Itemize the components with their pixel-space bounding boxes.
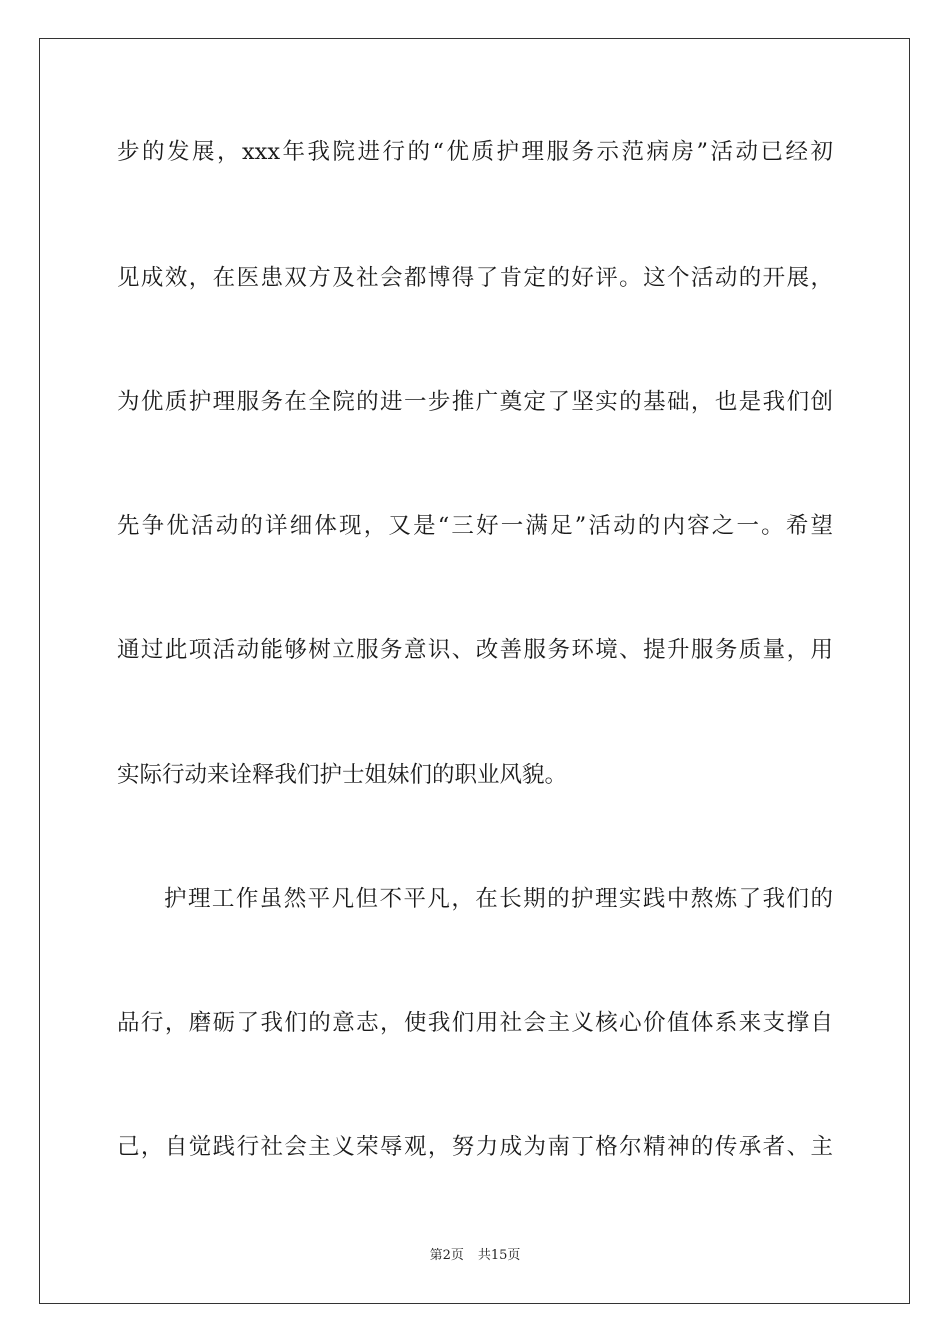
page-total: 共15页 (477, 1248, 521, 1263)
page-border (39, 38, 910, 1304)
paragraph-line: 见成效，在医患双方及社会都博得了肯定的好评。这个活动的开展， (117, 265, 833, 291)
paragraph-line: 为优质护理服务在全院的进一步推广奠定了坚实的基础，也是我们创 (117, 389, 833, 415)
paragraph-line: 步的发展，xxx年我院进行的“优质护理服务示范病房”活动已经初 (117, 139, 833, 165)
paragraph-line: 品行，磨砺了我们的意志，使我们用社会主义核心价值体系来支撑自 (117, 1010, 833, 1036)
page-number: 第2页 (429, 1248, 464, 1263)
paragraph-line: 通过此项活动能够树立服务意识、改善服务环境、提升服务质量，用 (117, 637, 833, 663)
paragraph-line: 己，自觉践行社会主义荣辱观，努力成为南丁格尔精神的传承者、主 (117, 1134, 833, 1160)
paragraph-first-line: 护理工作虽然平凡但不平凡，在长期的护理实践中熬炼了我们的 (164, 886, 833, 912)
page-footer (0, 1247, 950, 1265)
paragraph-line: 实际行动来诠释我们护士姐妹们的职业风貌。 (117, 762, 568, 788)
paragraph-line: 先争优活动的详细体现，又是“三好一满足”活动的内容之一。希望 (117, 513, 833, 539)
